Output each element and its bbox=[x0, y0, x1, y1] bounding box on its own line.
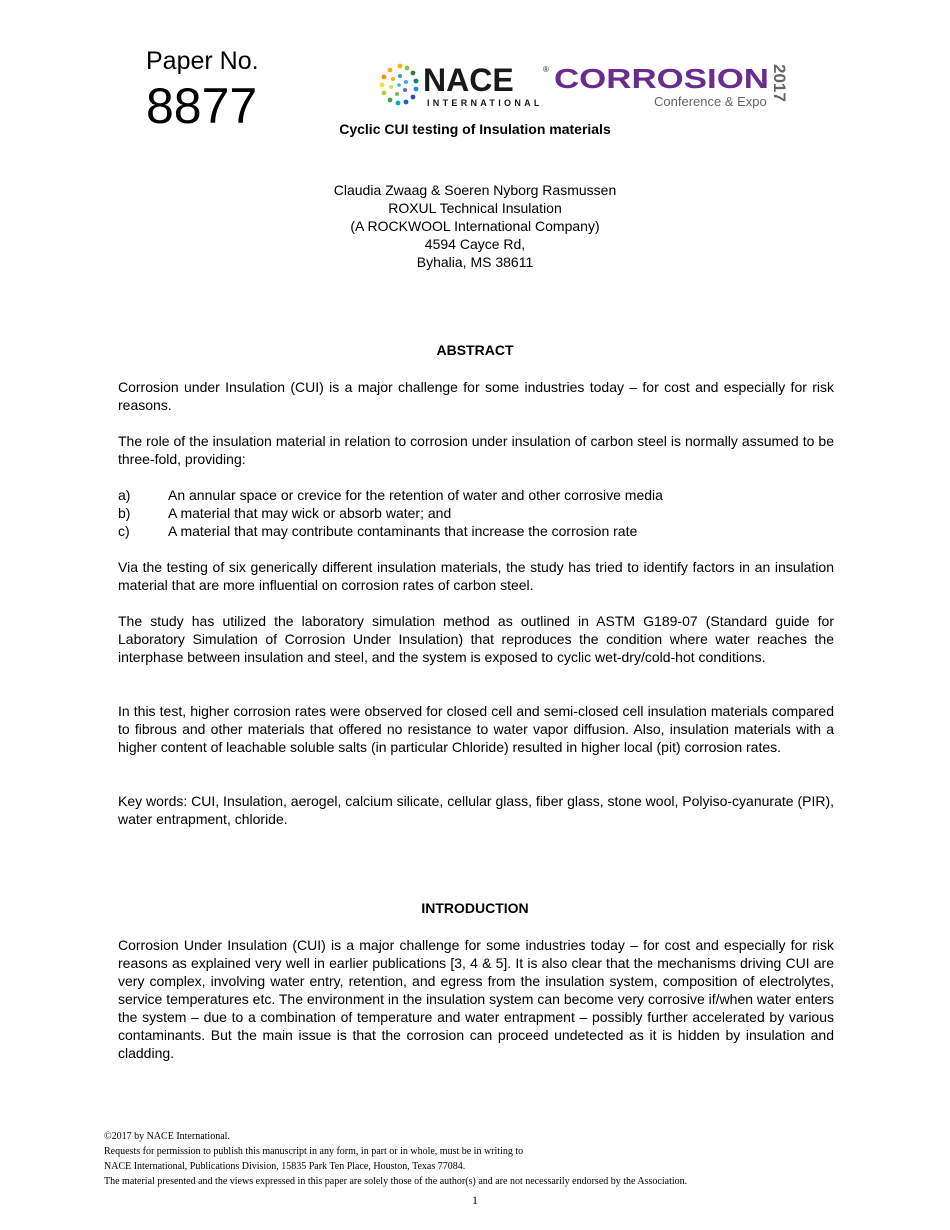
corrosion-wordmark: CORROSION bbox=[554, 63, 769, 94]
abstract-paragraph-1 bbox=[118, 378, 834, 414]
abstract-paragraph-2 bbox=[118, 432, 834, 468]
abstract-p5-text: In this test, higher corrosion rates were observed for closed cell and semi-closed cell insulation materials compared to fibrous and other materials that offered no resistance to water vapor diffusion. Also, insulation materials with a higher content of leachable soluble salts (in particular Chloride) resulted in higher local (pit) corrosion rates. bbox=[118, 703, 834, 755]
nace-international-text: INTERNATIONAL bbox=[427, 98, 543, 108]
author-names: Claudia Zwaag & Soeren Nyborg Rasmussen bbox=[333, 182, 617, 198]
author-block bbox=[0, 181, 950, 271]
logo-year-text: 2017 bbox=[770, 64, 789, 102]
list-item bbox=[118, 504, 834, 522]
nace-wordmark: NACE bbox=[423, 62, 514, 98]
conference-expo-text: Conference & Expo bbox=[654, 94, 767, 109]
list-item-text: A material that may contribute contaminants that increase the corrosion rate bbox=[168, 523, 638, 539]
abstract-paragraph-4 bbox=[118, 612, 834, 666]
abstract-paragraph-5 bbox=[118, 702, 834, 756]
page-number: 1 bbox=[472, 1193, 478, 1207]
list-item-text: An annular space or crevice for the retention of water and other corrosive media bbox=[168, 487, 663, 503]
nace-globe-icon bbox=[380, 64, 419, 106]
paper-number-label: Paper No. bbox=[146, 47, 259, 75]
footer-permission-line: Requests for permission to publish this manuscript in any form, in part or in whole, must be in writing to bbox=[104, 1146, 524, 1157]
footer-address-line: NACE International, Publications Division, 15835 Park Ten Place, Houston, Texas 77084. bbox=[104, 1161, 466, 1172]
list-item-label: c) bbox=[118, 523, 130, 539]
abstract-paragraph-3 bbox=[118, 558, 834, 594]
author-street: 4594 Cayce Rd, bbox=[424, 236, 526, 252]
abstract-list bbox=[118, 486, 834, 540]
list-item-label: a) bbox=[118, 487, 131, 503]
keywords-text: Key words: CUI, Insulation, aerogel, calcium silicate, cellular glass, fiber glass, stone wool, Polyiso-cyanurate (PIR), water entrapment, chloride. bbox=[118, 793, 834, 827]
abstract-p4-text: The study has utilized the laboratory simulation method as outlined in ASTM G189-07 (Standard guide for Laboratory Simulation of Corrosion Under Insulation) that reproduces the condition where water reaches the interphase between insulation and steel, and the system is exposed to cyclic wet-dry/cold-hot conditions. bbox=[118, 613, 834, 665]
abstract-p1-text: Corrosion under Insulation (CUI) is a major challenge for some industries today – for cost and especially for risk reasons. bbox=[118, 379, 834, 413]
author-city: Byhalia, MS 38611 bbox=[416, 254, 534, 270]
introduction-p1-text: Corrosion Under Insulation (CUI) is a major challenge for some industries today – for cost and especially for risk reasons as explained very well in earlier publications [3, 4 & 5]. It is also clear that the mechanisms driving CUI are very complex, involving water entry, retention, and egress from the insulation system, composition of electrolytes, service temperatures etc. The environment in the insulation system can become very corrosive if/when water enters the system – due to a combination of temperature and water entrapment – possibly further accelerated by various contaminants. But the main issue is that the corrosion can proceed undetected as it is hidden by insulation and cladding. bbox=[118, 937, 834, 1061]
footer-copyright-line: ©2017 by NACE International. bbox=[104, 1131, 230, 1142]
copyright-footer bbox=[104, 1129, 864, 1189]
abstract-p2-text: The role of the insulation material in relation to corrosion under insulation of carbon steel is normally assumed to be three-fold, providing: bbox=[118, 433, 834, 467]
footer-disclaimer-line: The material presented and the views expressed in this paper are solely those of the author(s) and are not necessarily endorsed by the Association. bbox=[104, 1176, 688, 1187]
list-item-text: A material that may wick or absorb water; and bbox=[168, 505, 452, 521]
introduction-paragraph-1 bbox=[118, 936, 834, 1062]
nace-registered-mark: ® bbox=[543, 65, 549, 74]
list-item bbox=[118, 486, 834, 504]
introduction-heading: INTRODUCTION bbox=[421, 900, 529, 916]
list-item-label: b) bbox=[118, 505, 131, 521]
author-parent-company: (A ROCKWOOL International Company) bbox=[350, 218, 600, 234]
author-organization: ROXUL Technical Insulation bbox=[388, 200, 562, 216]
nace-corrosion-logo bbox=[376, 60, 806, 112]
list-item bbox=[118, 522, 834, 540]
logo-graphic bbox=[376, 60, 806, 112]
keywords-paragraph bbox=[118, 792, 834, 828]
abstract-p3-text: Via the testing of six generically different insulation materials, the study has tried to identify factors in an insulation material that are more influential on corrosion rates of carbon steel. bbox=[118, 559, 834, 593]
abstract-heading: ABSTRACT bbox=[436, 342, 514, 358]
paper-number: 8877 bbox=[146, 78, 258, 134]
paper-title: Cyclic CUI testing of Insulation materials bbox=[339, 121, 611, 137]
